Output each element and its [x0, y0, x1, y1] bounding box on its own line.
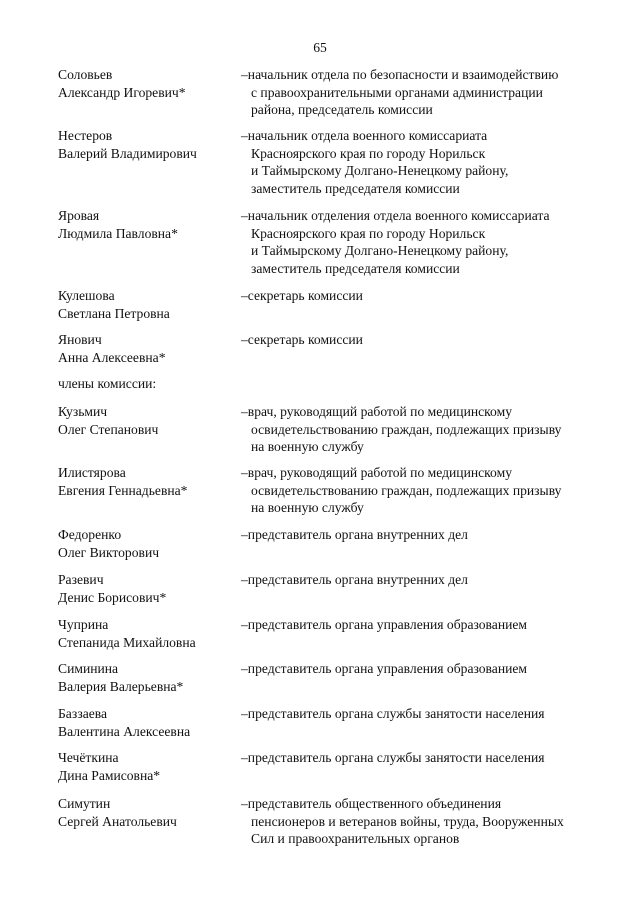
role-line: –представитель органа службы занятости населения — [241, 706, 545, 721]
role-line: –секретарь комиссии — [241, 332, 363, 347]
role-line: освидетельствованию граждан, подлежащих призыву — [251, 482, 562, 498]
given-name: Валентина Алексеевна — [58, 723, 191, 739]
given-name: Евгения Геннадьевна* — [58, 482, 188, 498]
person-role — [241, 571, 606, 589]
given-name: Степанида Михайловна — [58, 634, 196, 650]
given-name: Дина Рамисовна* — [58, 767, 161, 783]
surname: Кузьмич — [58, 404, 108, 419]
role-line: –секретарь комиссии — [241, 288, 363, 303]
person-role — [241, 207, 606, 277]
person-name — [58, 403, 238, 438]
role-line: и Таймырскому Долгано-Ненецкому району, — [251, 163, 509, 179]
person-role — [241, 464, 606, 517]
person-role — [241, 526, 606, 544]
role-line: с правоохранительными органами администрации — [251, 84, 543, 100]
person-role — [241, 66, 606, 119]
role-line: пенсионеров и ветеранов войны, труда, Вооруженных — [251, 813, 564, 829]
given-name: Денис Борисович* — [58, 589, 167, 605]
person-name — [58, 705, 238, 740]
role-line: освидетельствованию граждан, подлежащих призыву — [251, 421, 562, 437]
surname: Разевич — [58, 572, 104, 587]
given-name: Олег Викторович — [58, 544, 160, 560]
role-line: района, председатель комиссии — [251, 102, 433, 118]
person-name — [58, 749, 238, 784]
given-name: Валерия Валерьевна* — [58, 678, 184, 694]
person-role — [241, 403, 606, 456]
person-role — [241, 331, 606, 349]
given-name: Валерий Владимирович — [58, 145, 197, 161]
person-name — [58, 464, 238, 499]
person-name — [58, 571, 238, 606]
surname: Симинина — [58, 661, 119, 676]
surname: Янович — [58, 332, 102, 347]
person-role — [241, 660, 606, 678]
person-role — [241, 287, 606, 305]
surname: Соловьев — [58, 67, 113, 82]
role-line: –представитель органа службы занятости населения — [241, 750, 545, 765]
role-line: –начальник отдела военного комиссариата — [241, 128, 488, 143]
surname: Баззаева — [58, 706, 108, 721]
person-role — [241, 749, 606, 767]
person-role — [241, 616, 606, 634]
person-role — [241, 127, 606, 197]
person-name — [58, 331, 238, 366]
person-role — [241, 795, 606, 848]
given-name: Анна Алексеевна* — [58, 349, 166, 365]
role-line: Красноярского края по городу Норильск — [251, 145, 486, 161]
role-line: –представитель органа управления образованием — [241, 617, 528, 632]
role-line: –представитель органа управления образованием — [241, 661, 528, 676]
role-line: –представитель органа внутренних дел — [241, 572, 468, 587]
role-line: заместитель председателя комиссии — [251, 260, 460, 276]
surname: Яровая — [58, 208, 100, 223]
person-name — [58, 127, 238, 162]
role-line: Красноярского края по городу Норильск — [251, 225, 486, 241]
person-name — [58, 287, 238, 322]
role-line: –начальник отдела по безопасности и взаимодействию — [241, 67, 559, 82]
surname: Симутин — [58, 796, 111, 811]
role-line: –представитель общественного объединения — [241, 796, 502, 811]
person-name — [58, 616, 238, 651]
role-line: –врач, руководящий работой по медицинскому — [241, 404, 512, 419]
given-name: Светлана Петровна — [58, 305, 170, 321]
surname: Чуприна — [58, 617, 109, 632]
role-line: Сил и правоохранительных органов — [251, 831, 460, 847]
surname: Чечёткина — [58, 750, 119, 765]
given-name: Людмила Павловна* — [58, 225, 178, 241]
role-line: –представитель органа внутренних дел — [241, 527, 468, 542]
role-line: и Таймырскому Долгано-Ненецкому району, — [251, 243, 509, 259]
person-role — [241, 705, 606, 723]
members-heading: члены комиссии: — [58, 376, 157, 391]
surname: Нестеров — [58, 128, 113, 143]
person-name — [58, 207, 238, 242]
surname: Федоренко — [58, 527, 122, 542]
given-name: Александр Игоревич* — [58, 84, 186, 100]
person-name — [58, 66, 238, 101]
given-name: Олег Степанович — [58, 421, 159, 437]
role-line: заместитель председателя комиссии — [251, 180, 460, 196]
person-name — [58, 660, 238, 695]
role-line: на военную службу — [251, 439, 364, 455]
page-number: 65 — [313, 40, 327, 55]
surname: Илистярова — [58, 465, 126, 480]
given-name: Сергей Анатольевич — [58, 813, 177, 829]
role-line: –начальник отделения отдела военного комиссариата — [241, 208, 550, 223]
surname: Кулешова — [58, 288, 115, 303]
role-line: на военную службу — [251, 500, 364, 516]
role-line: –врач, руководящий работой по медицинскому — [241, 465, 512, 480]
person-name — [58, 526, 238, 561]
person-name — [58, 795, 238, 830]
